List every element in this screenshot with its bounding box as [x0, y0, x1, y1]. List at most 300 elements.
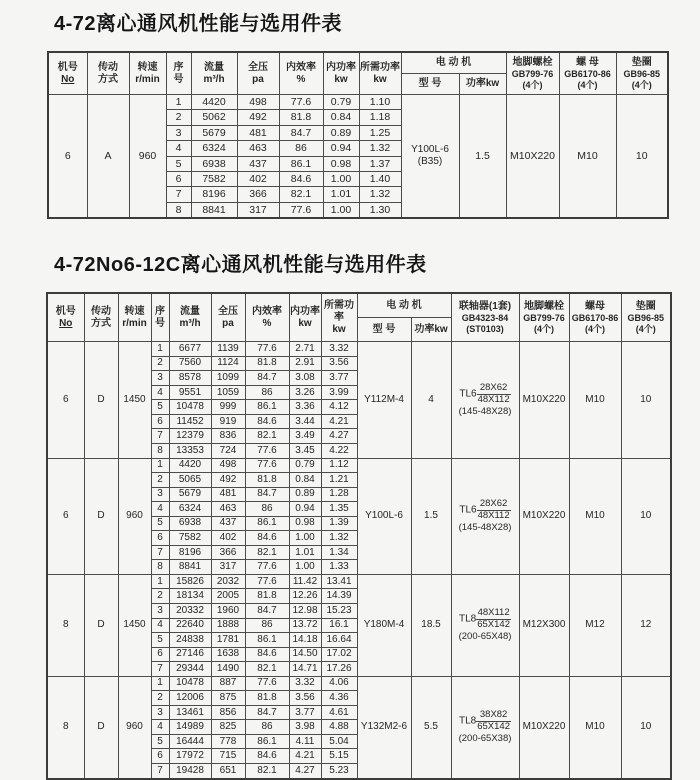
nut-cell: M10: [569, 676, 621, 778]
seq-cell: 5: [151, 516, 169, 531]
seq-cell: 7: [151, 662, 169, 677]
seq-cell: 7: [151, 545, 169, 560]
coupling-note-text: (200-65X48): [458, 630, 512, 642]
header-text: 传动: [98, 61, 118, 73]
flow-cell: 22640: [169, 618, 211, 633]
pressure-cell: 437: [211, 516, 245, 531]
motor-model-text: Y100L-6: [365, 510, 403, 522]
efficiency-cell: 82.1: [245, 662, 289, 677]
header-text: (4个): [635, 323, 656, 334]
efficiency-cell: 86: [245, 720, 289, 735]
inner-power-cell: 1.00: [323, 171, 359, 186]
header-text: GB799-76: [511, 68, 554, 79]
flow-cell: 18134: [169, 589, 211, 604]
machine-no-cell: 6: [47, 342, 84, 458]
efficiency-cell: 84.7: [245, 487, 289, 502]
coupling-fraction: $\frac{38X82}{65X142}$: [477, 708, 510, 732]
pressure-cell: 1059: [211, 385, 245, 400]
inner-power-cell: 1.00: [289, 531, 321, 546]
efficiency-cell: 86.1: [245, 400, 289, 415]
header-text: (4个): [585, 323, 605, 334]
header-text: GB799-76: [523, 312, 565, 323]
col-header-machine-no: [47, 293, 84, 342]
pressure-cell: 463: [237, 141, 279, 156]
flow-cell: 12379: [169, 429, 211, 444]
coupling-fraction: $\frac{28X62}{48X112}$: [477, 498, 510, 521]
efficiency-cell: 84.6: [245, 531, 289, 546]
required-power-cell: 17.26: [321, 662, 357, 677]
seq-cell: 3: [151, 603, 169, 618]
efficiency-cell: 84.7: [245, 371, 289, 386]
header-text: 垫圈: [635, 300, 656, 312]
inner-power-cell: 0.79: [289, 458, 321, 473]
col-header-efficiency: [245, 293, 289, 342]
col-header-motor-group: 电 动 机: [357, 293, 451, 318]
efficiency-cell: 77.6: [279, 95, 323, 110]
header-text: 全压: [248, 61, 268, 73]
anchor-bolt-cell: M10X220: [519, 458, 569, 574]
col-header-required-power: [359, 52, 401, 95]
pressure-cell: 317: [211, 560, 245, 575]
header-text: 方式: [91, 317, 111, 329]
col-header-motor-power: 功率kw: [459, 74, 506, 95]
required-power-cell: 1.21: [321, 473, 357, 488]
required-power-cell: 14.39: [321, 589, 357, 604]
efficiency-cell: 82.1: [279, 187, 323, 202]
header-text: r/min: [122, 317, 147, 329]
inner-power-cell: 14.50: [289, 647, 321, 662]
header-text: %: [262, 317, 272, 329]
pressure-cell: 875: [211, 691, 245, 706]
coupling-cell: [451, 574, 519, 676]
header-text: 序: [173, 61, 184, 73]
flow-cell: 19428: [169, 763, 211, 778]
speed-cell: 960: [118, 458, 151, 574]
seq-cell: 6: [166, 171, 191, 186]
washer-cell: 10: [621, 458, 671, 574]
flow-cell: 29344: [169, 662, 211, 677]
motor-power-cell: 18.5: [411, 574, 451, 676]
seq-cell: 4: [151, 720, 169, 735]
washer-cell: 12: [621, 574, 671, 676]
pressure-cell: 481: [211, 487, 245, 502]
flow-cell: 8841: [169, 560, 211, 575]
required-power-cell: 15.23: [321, 603, 357, 618]
required-power-cell: 1.32: [321, 531, 357, 546]
col-header-speed: [118, 293, 151, 342]
efficiency-cell: 82.1: [245, 545, 289, 560]
data-row: [48, 95, 668, 110]
anchor-bolt-cell: M10X220: [519, 342, 569, 458]
motor-model-cell: [357, 676, 411, 778]
flow-cell: 11452: [169, 414, 211, 429]
header-text: 方式: [98, 73, 118, 85]
required-power-cell: 1.35: [321, 502, 357, 517]
seq-cell: 5: [151, 633, 169, 648]
flow-cell: 4420: [169, 458, 211, 473]
efficiency-cell: 77.6: [245, 443, 289, 458]
nut-cell: M10: [569, 458, 621, 574]
header-text: 内效率: [286, 61, 316, 73]
flow-cell: 13353: [169, 443, 211, 458]
pressure-cell: 366: [237, 187, 279, 202]
header-text: m³/h: [203, 73, 225, 85]
header-text: No: [61, 73, 75, 85]
washer-cell: 10: [616, 95, 668, 219]
required-power-cell: 3.77: [321, 371, 357, 386]
header-text: 转速: [137, 61, 158, 73]
efficiency-cell: 81.8: [279, 110, 323, 125]
required-power-cell: 1.18: [359, 110, 401, 125]
pressure-cell: 919: [211, 414, 245, 429]
table2-title: 4-72No6-12C离心通风机性能与选用件表: [54, 254, 427, 277]
col-header-coupling: [451, 293, 519, 342]
seq-cell: 6: [151, 531, 169, 546]
col-header-inner-power: [289, 293, 321, 342]
header-text: kw: [334, 73, 348, 85]
seq-cell: 5: [166, 156, 191, 171]
required-power-cell: 4.27: [321, 429, 357, 444]
header-text: 所需功率: [324, 299, 354, 323]
required-power-cell: 1.40: [359, 171, 401, 186]
pressure-cell: 317: [237, 202, 279, 218]
inner-power-cell: 2.91: [289, 356, 321, 371]
efficiency-cell: 77.6: [245, 458, 289, 473]
motor-model-text: Y132M2-6: [360, 721, 408, 733]
seq-cell: 4: [151, 502, 169, 517]
table1-title: 4-72离心通风机性能与选用件表: [54, 13, 343, 35]
pressure-cell: 887: [211, 676, 245, 691]
flow-cell: 6677: [169, 342, 211, 357]
pressure-cell: 724: [211, 443, 245, 458]
header-text: GB4323-84: [461, 312, 509, 323]
flow-cell: 8841: [191, 202, 237, 218]
col-header-inner-power: [323, 52, 359, 95]
header-text: 转速: [124, 305, 145, 317]
pressure-cell: 836: [211, 429, 245, 444]
seq-cell: 6: [151, 647, 169, 662]
pressure-cell: 481: [237, 125, 279, 140]
efficiency-cell: 77.6: [245, 574, 289, 589]
pressure-cell: 1960: [211, 603, 245, 618]
flow-cell: 8578: [169, 371, 211, 386]
required-power-cell: 4.21: [321, 414, 357, 429]
required-power-cell: 1.32: [359, 141, 401, 156]
inner-power-cell: 1.01: [289, 545, 321, 560]
flow-cell: 14989: [169, 720, 211, 735]
pressure-cell: 402: [237, 171, 279, 186]
efficiency-cell: 82.1: [245, 763, 289, 778]
seq-cell: 5: [151, 734, 169, 749]
speed-cell: 960: [118, 676, 151, 778]
header-text: 号: [173, 73, 184, 85]
required-power-cell: 4.06: [321, 676, 357, 691]
efficiency-cell: 77.6: [245, 676, 289, 691]
required-power-cell: 1.30: [359, 202, 401, 218]
seq-cell: 2: [151, 356, 169, 371]
nut-cell: M10: [559, 95, 616, 219]
header-text: 所需功率: [360, 61, 400, 73]
header-text: 流量: [180, 305, 200, 317]
header-text: GB6170-86: [571, 312, 619, 323]
required-power-cell: 5.15: [321, 749, 357, 764]
header-text: 序: [155, 305, 165, 317]
coupling-prefix-text: TL6: [459, 504, 477, 516]
header-text: 内功率: [290, 305, 320, 317]
seq-cell: 4: [151, 618, 169, 633]
col-header-flow: [191, 52, 237, 95]
col-header-motor-group: 电 动 机: [401, 52, 506, 74]
inner-power-cell: 3.98: [289, 720, 321, 735]
anchor-bolt-cell: M10X220: [506, 95, 559, 219]
inner-power-cell: 0.84: [323, 110, 359, 125]
flow-cell: 20332: [169, 603, 211, 618]
pressure-cell: 498: [237, 95, 279, 110]
motor-model-text: Y100L-6: [411, 144, 449, 156]
header-row: [48, 52, 668, 74]
header-text: r/min: [135, 73, 160, 85]
motor-power-cell: 1.5: [459, 95, 506, 219]
col-header-nut: [559, 52, 616, 95]
header-text: (4个): [631, 79, 652, 90]
required-power-cell: 1.33: [321, 560, 357, 575]
flow-cell: 6938: [169, 516, 211, 531]
inner-power-cell: 3.36: [289, 400, 321, 415]
seq-cell: 7: [151, 763, 169, 778]
col-header-pressure: [211, 293, 245, 342]
header-text: (4个): [577, 79, 598, 90]
pressure-cell: 1124: [211, 356, 245, 371]
col-header-seq: [166, 52, 191, 95]
coupling-note-text: (200-65X38): [458, 732, 512, 744]
header-text: kw: [373, 73, 387, 85]
header-text: (4个): [534, 323, 554, 334]
coupling-prefix-text: TL6: [459, 388, 477, 400]
flow-cell: 5062: [191, 110, 237, 125]
seq-cell: 2: [151, 691, 169, 706]
motor-model-cell: [357, 574, 411, 676]
col-header-washer: [616, 52, 668, 95]
efficiency-cell: 77.6: [279, 202, 323, 218]
inner-power-cell: 0.94: [323, 141, 359, 156]
header-text: %: [296, 73, 306, 85]
flow-cell: 7582: [169, 531, 211, 546]
drive-cell: A: [87, 95, 129, 219]
inner-power-cell: 2.71: [289, 342, 321, 357]
required-power-cell: 1.28: [321, 487, 357, 502]
motor-power-cell: 4: [411, 342, 451, 458]
data-row: [47, 342, 671, 357]
coupling-fraction: $\frac{48X112}{65X142}$: [477, 607, 510, 631]
inner-power-cell: 0.98: [289, 516, 321, 531]
header-text: 螺母: [585, 300, 605, 312]
header-text: 内功率: [326, 61, 356, 73]
header-text: 流量: [204, 61, 224, 73]
flow-cell: 17972: [169, 749, 211, 764]
flow-cell: 5065: [169, 473, 211, 488]
seq-cell: 3: [166, 125, 191, 140]
pressure-cell: 492: [211, 473, 245, 488]
drive-cell: D: [84, 574, 118, 676]
pressure-cell: 1490: [211, 662, 245, 677]
nut-cell: M10: [569, 342, 621, 458]
flow-cell: 10478: [169, 676, 211, 691]
flow-cell: 4420: [191, 95, 237, 110]
required-power-cell: 1.34: [321, 545, 357, 560]
flow-cell: 6938: [191, 156, 237, 171]
machine-no-cell: 8: [47, 676, 84, 778]
pressure-cell: 651: [211, 763, 245, 778]
required-power-cell: 1.37: [359, 156, 401, 171]
efficiency-cell: 84.6: [279, 171, 323, 186]
col-header-flow: [169, 293, 211, 342]
pressure-cell: 498: [211, 458, 245, 473]
flow-cell: 5679: [169, 487, 211, 502]
inner-power-cell: 3.08: [289, 371, 321, 386]
efficiency-cell: 86: [245, 618, 289, 633]
header-text: No: [59, 317, 73, 329]
pressure-cell: 1099: [211, 371, 245, 386]
seq-cell: 4: [151, 385, 169, 400]
required-power-cell: 17.02: [321, 647, 357, 662]
efficiency-cell: 86: [279, 141, 323, 156]
pressure-cell: 1781: [211, 633, 245, 648]
seq-cell: 1: [151, 676, 169, 691]
inner-power-cell: 1.00: [323, 202, 359, 218]
seq-cell: 7: [151, 429, 169, 444]
nut-cell: M12: [569, 574, 621, 676]
required-power-cell: 4.36: [321, 691, 357, 706]
efficiency-cell: 82.1: [245, 429, 289, 444]
drive-cell: D: [84, 676, 118, 778]
pressure-cell: 492: [237, 110, 279, 125]
header-text: kw: [332, 323, 346, 335]
inner-power-cell: 4.27: [289, 763, 321, 778]
required-power-cell: 3.32: [321, 342, 357, 357]
col-header-speed: [129, 52, 166, 95]
pressure-cell: 402: [211, 531, 245, 546]
inner-power-cell: 3.32: [289, 676, 321, 691]
seq-cell: 2: [166, 110, 191, 125]
header-text: m³/h: [179, 317, 201, 329]
inner-power-cell: 1.01: [323, 187, 359, 202]
flow-cell: 7560: [169, 356, 211, 371]
flow-cell: 16444: [169, 734, 211, 749]
flow-cell: 6324: [191, 141, 237, 156]
header-text: 号: [155, 317, 165, 329]
inner-power-cell: 1.00: [289, 560, 321, 575]
inner-power-cell: 12.98: [289, 603, 321, 618]
motor-model-text: Y112M-4: [364, 393, 404, 405]
fan-performance-table-1: [47, 51, 669, 219]
efficiency-cell: 86: [245, 502, 289, 517]
header-text: 内效率: [252, 305, 282, 317]
col-header-nut: [569, 293, 621, 342]
required-power-cell: 5.04: [321, 734, 357, 749]
pressure-cell: 2005: [211, 589, 245, 604]
required-power-cell: 1.25: [359, 125, 401, 140]
required-power-cell: 3.99: [321, 385, 357, 400]
seq-cell: 1: [151, 458, 169, 473]
inner-power-cell: 14.71: [289, 662, 321, 677]
seq-cell: 8: [151, 443, 169, 458]
data-row: [47, 574, 671, 589]
inner-power-cell: 12.26: [289, 589, 321, 604]
inner-power-cell: 0.89: [323, 125, 359, 140]
drive-cell: D: [84, 342, 118, 458]
col-header-pressure: [237, 52, 279, 95]
required-power-cell: 1.12: [321, 458, 357, 473]
data-row: [47, 676, 671, 691]
coupling-fraction: $\frac{28X62}{48X112}$: [477, 381, 510, 405]
col-header-drive: [84, 293, 118, 342]
seq-cell: 3: [151, 371, 169, 386]
motor-model-cell: [401, 95, 459, 219]
efficiency-cell: 86: [245, 385, 289, 400]
col-header-anchor-bolt: [506, 52, 559, 95]
motor-model-cell: [357, 458, 411, 574]
header-text: GB6170-86: [564, 68, 611, 79]
washer-cell: 10: [621, 342, 671, 458]
col-header-motor-power: 功率kw: [411, 318, 451, 342]
required-power-cell: 1.32: [359, 187, 401, 202]
header-text: 机号: [55, 305, 76, 317]
anchor-bolt-cell: M10X220: [519, 676, 569, 778]
required-power-cell: 3.56: [321, 356, 357, 371]
efficiency-cell: 84.7: [245, 603, 289, 618]
efficiency-cell: 84.7: [279, 125, 323, 140]
flow-cell: 15826: [169, 574, 211, 589]
speed-cell: 960: [129, 95, 166, 219]
flow-cell: 6324: [169, 502, 211, 517]
table1-body: [48, 95, 668, 219]
header-text: GB96-85: [623, 68, 661, 79]
header-text: pa: [222, 317, 234, 329]
seq-cell: 1: [166, 95, 191, 110]
col-header-washer: [621, 293, 671, 342]
header-text: 机号: [57, 61, 78, 73]
motor-model-cell: [357, 342, 411, 458]
header-text: 地脚螺栓: [512, 56, 553, 68]
seq-cell: 2: [151, 473, 169, 488]
efficiency-cell: 81.8: [245, 473, 289, 488]
machine-no-cell: 6: [47, 458, 84, 574]
efficiency-cell: 84.6: [245, 414, 289, 429]
inner-power-cell: 11.42: [289, 574, 321, 589]
seq-cell: 1: [151, 574, 169, 589]
required-power-cell: 4.22: [321, 443, 357, 458]
inner-power-cell: 0.79: [323, 95, 359, 110]
efficiency-cell: 77.6: [245, 342, 289, 357]
machine-no-cell: 8: [47, 574, 84, 676]
inner-power-cell: 4.11: [289, 734, 321, 749]
drive-cell: D: [84, 458, 118, 574]
pressure-cell: 825: [211, 720, 245, 735]
header-text: 全压: [218, 305, 238, 317]
flow-cell: 9551: [169, 385, 211, 400]
motor-model-text: Y180M-4: [363, 619, 405, 631]
coupling-note-text: (145-48X28): [458, 405, 512, 417]
flow-cell: 12006: [169, 691, 211, 706]
flow-cell: 5679: [191, 125, 237, 140]
col-header-required-power: [321, 293, 357, 342]
flow-cell: 7582: [191, 171, 237, 186]
col-header-motor-model: 型 号: [357, 318, 411, 342]
efficiency-cell: 84.6: [245, 749, 289, 764]
seq-cell: 3: [151, 705, 169, 720]
speed-cell: 1450: [118, 574, 151, 676]
header-text: GB96-85: [627, 312, 665, 323]
